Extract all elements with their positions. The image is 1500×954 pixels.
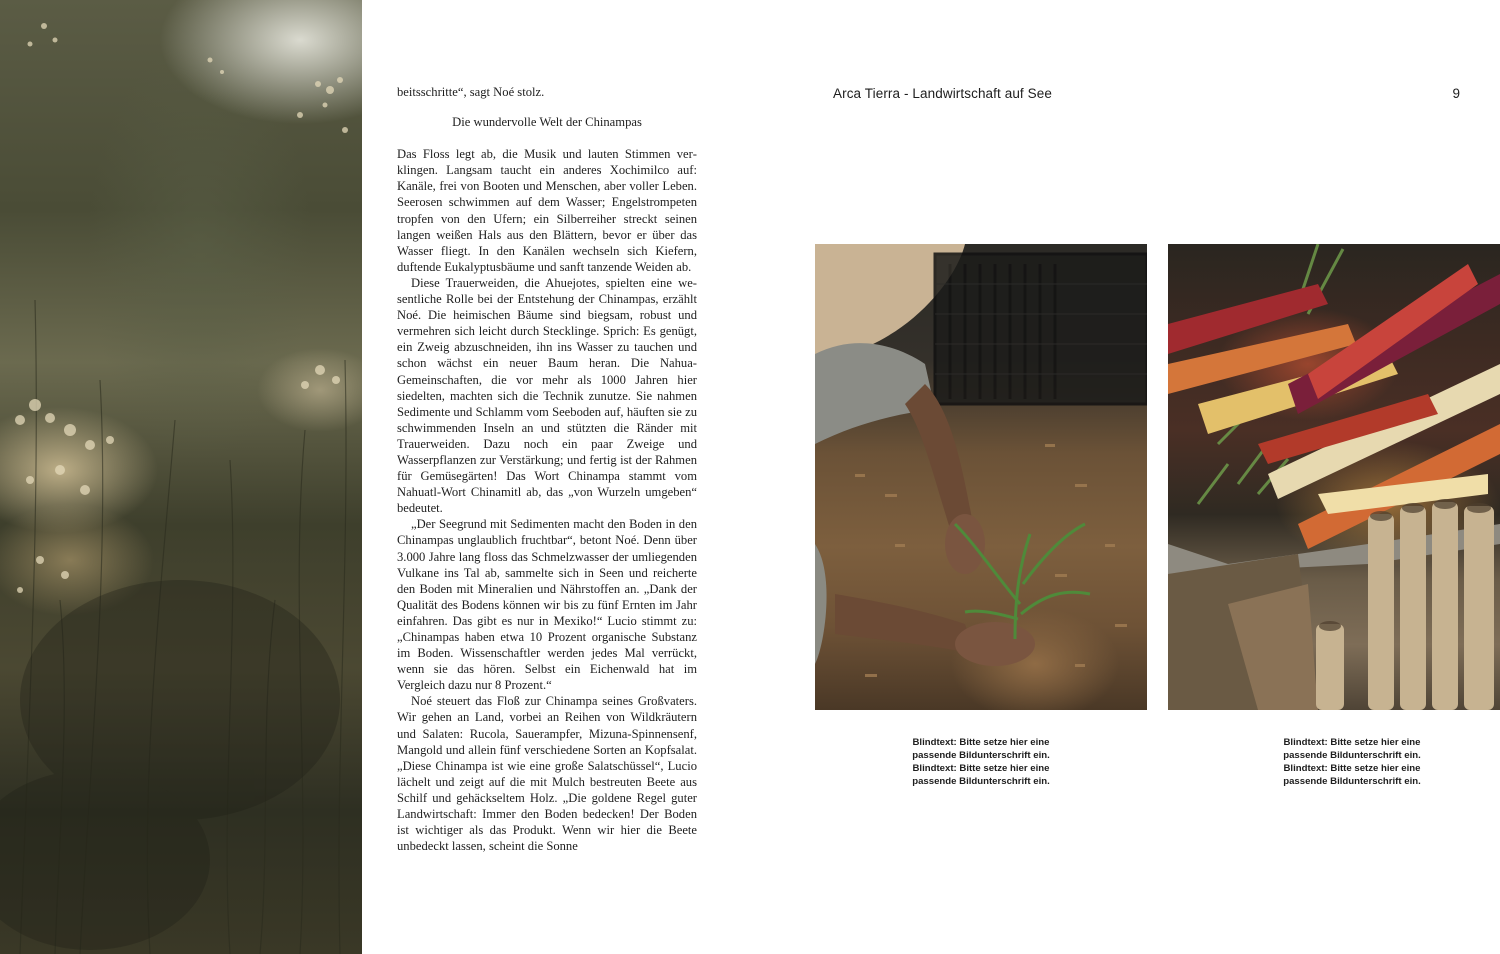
article-paragraph: Diese Trauerweiden, die Ahuejotes, spielten eine wesentliche Rolle bei der Entstehung der Chinampas, erzählt Noé. Die heimischen Bäume sind biegsam, robust und vermehren sich leicht durch Stecklinge. Sprich: Es genügt, ein Zweig abzuschneiden, ihn ins Wasser zu tauchen und schon wächst ein neuer Baum heran. Die Nahua-Gemeinschaften, die vor mehr als 1000 Jahren hier siedelten, machten sich die Technik zunutze. Sie nahmen Sedimente und Schlamm vom Seeboden auf, häuften sie zu schwimmenden Inseln an und stützten die Ränder mit Trauerweiden. Dazu noch ein paar Zweige und Wasserpflanzen zur Verstärkung; und fertig ist der Rahmen für Gemüsegärten! Das Wort Chinampa stammt vom Nahuatl-Wort Chinamitl ab, das „von Wurzeln umgeben“ bedeutet. <box>397 275 697 516</box>
article-paragraph: Das Floss legt ab, die Musik und lauten Stimmen verklingen. Langsam taucht ein anderes Xochimilco auf: Kanäle, frei von Booten und Menschen, aber voller Leben. Seerosen schwimmen auf dem Wasser; Engelstrompeten tropfen von den Ufern; ein Silberreiher streckt seinen langen weißen Hals aus den Blättern, bevor er über das Wasser fliegt. In den Kanälen wechseln sich Kiefern, duftende Eukalyptusbäume und sanft tanzende Weiden ab. <box>397 147 697 274</box>
caption-line: Blindtext: Bitte setze hier eine <box>912 737 1050 748</box>
carrots-photo-illustration <box>1168 244 1500 710</box>
caption-line: Blindtext: Bitte setze hier eine <box>1283 737 1421 748</box>
article-paragraph: Noé steuert das Floß zur Chinampa seines Großvaters. Wir gehen an Land, vorbei an Reihen von Wildkräutern und Salaten: Rucola, Sauerampfer, Mizuna-Spinnensenf, Mangold und allein fünf verschiedene Sorten an Kopfsalat. „Diese Chinampa ist wie eine große Salatschüssel“, Lucio lächelt und zeigt auf die mit Mulch bestreuten Beete aus Schilf und gehäckseltem Holz. „Die goldene Regel guter Landwirtschaft: Immer den Boden bedecken! Der Boden ist wichtiger als das Produkt. Wenn wir hier die Beete unbedeckt lassen, scheint die Sonne <box>397 694 697 854</box>
article-subheading: Die wundervolle Welt der Chinampas <box>452 115 642 130</box>
carrots-photo <box>1168 244 1500 710</box>
photo-caption <box>1272 736 1432 788</box>
planting-photo <box>815 244 1147 710</box>
photo-caption <box>901 736 1061 788</box>
caption-line: passende Bildunterschrift ein. <box>912 750 1050 761</box>
caption-line: passende Bildunterschrift ein. <box>1283 750 1421 761</box>
running-head: Arca Tierra - Landwirtschaft auf See <box>833 86 1052 101</box>
article-text-column <box>397 84 697 854</box>
meadow-photo <box>0 0 362 954</box>
planting-photo-illustration <box>815 244 1147 710</box>
caption-line: Blindtext: Bitte setze hier eine <box>912 763 1050 774</box>
caption-line: passende Bildunterschrift ein. <box>1283 776 1421 787</box>
meadow-photo-illustration <box>0 0 362 954</box>
caption-line: passende Bildunterschrift ein. <box>912 776 1050 787</box>
article-paragraph: „Der Seegrund mit Sedimenten macht den Boden in den Chinampas unglaublich fruchtbar“, betont Noé. Denn über 3.000 Jahre lang floss das Schmelzwasser der umliegenden Vulkane ins Tal ab, sammelte sich in Seen und reicherte den Boden mit Mineralien und Nährstoffen an. „Dank der Qualität des Bodens können wir bis zu fünf Ernten im Jahr einfahren. Das gibt es nur in Mexiko!“ Lucio stimmt zu: „Chinampas haben etwa 10 Prozent organische Substanz im Boden. Wissenschaftler werden jedes Mal verrückt, wenn sie das hören. Selbst ein Eichenwald hat im Vergleich dazu nur 8 Prozent.“ <box>397 517 697 693</box>
page-number: 9 <box>1452 86 1460 101</box>
article-opening-line: beitsschritte“, sagt Noé stolz. <box>397 85 545 99</box>
caption-line: Blindtext: Bitte setze hier eine <box>1283 763 1421 774</box>
